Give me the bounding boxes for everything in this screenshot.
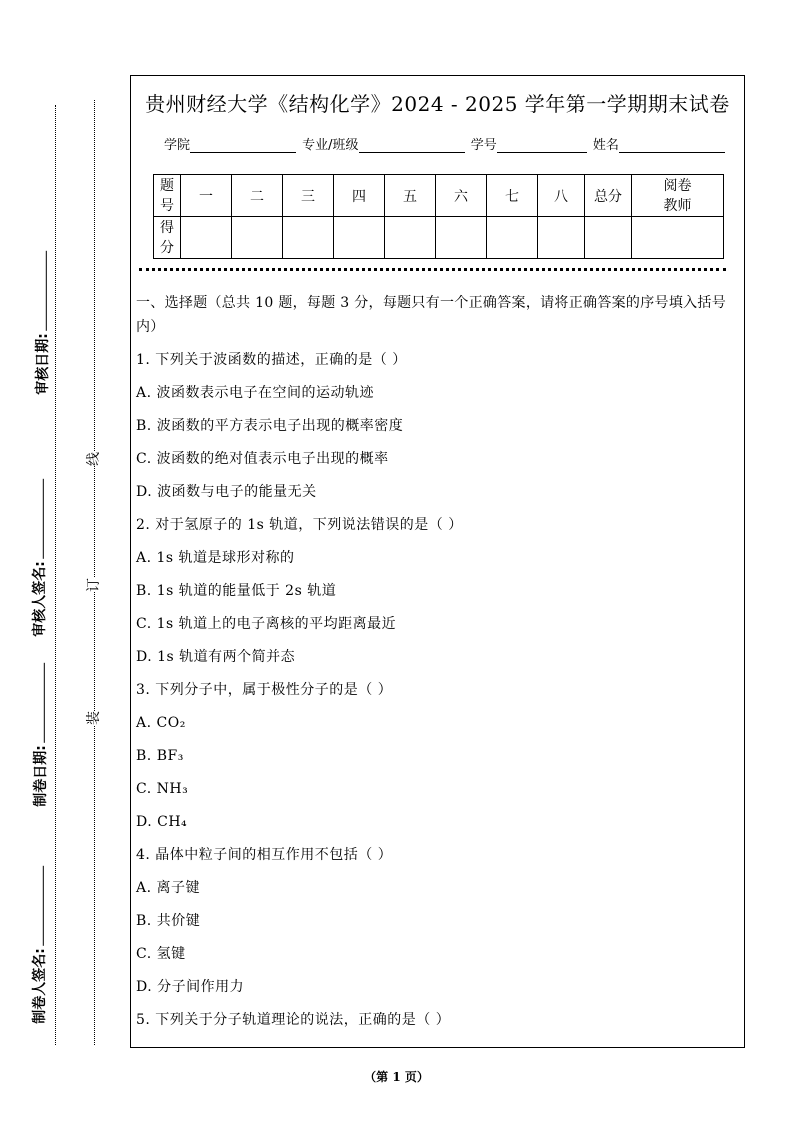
option-item: D. 波函数与电子的能量无关 (136, 484, 317, 500)
preparer-signature-label: 制卷人签名: (29, 866, 49, 1024)
score-cell[interactable] (632, 217, 724, 259)
review-date-blank[interactable] (46, 251, 47, 331)
score-header-cell: 总分 (585, 175, 632, 217)
score-cell[interactable] (334, 217, 385, 259)
option-item: A. 离子键 (136, 880, 201, 896)
page-number: （第 1 页） (364, 1070, 429, 1084)
question-stem: 1. 下列关于波函数的描述，正确的是（ ） (136, 352, 407, 368)
question-stem: 5. 下列关于分子轨道理论的说法，正确的是（ ） (136, 1012, 451, 1028)
option-item: B. 1s 轨道的能量低于 2s 轨道 (136, 583, 337, 599)
score-cell[interactable] (585, 217, 632, 259)
major-class-label: 专业/班级 (302, 138, 359, 153)
section-heading: 一、选择题（总共 10 题，每题 3 分，每题只有一个正确答案，请将正确答案的序号填入括号内） (136, 295, 727, 335)
score-header-cell: 题号 (154, 175, 181, 217)
exam-frame (130, 75, 745, 1048)
score-header-cell: 七 (487, 175, 538, 217)
binding-char-ding: 订 (81, 578, 105, 592)
exam-title: 贵州财经大学《结构化学》2024 - 2025 学年第一学期期末试卷 (145, 92, 730, 116)
reviewer-signature-label: 审核人签名: (29, 479, 49, 637)
score-header-cell: 二 (232, 175, 283, 217)
option-item: C. 氢键 (136, 946, 186, 962)
prep-date-blank[interactable] (44, 663, 45, 743)
score-row-label: 得分 (154, 217, 181, 259)
score-header-cell: 三 (283, 175, 334, 217)
option-item: B. 共价键 (136, 913, 201, 929)
major-class-field[interactable] (359, 139, 465, 153)
score-cell[interactable] (181, 217, 232, 259)
review-date-label: 审核日期: (32, 251, 52, 395)
option-item: C. 波函数的绝对值表示电子出现的概率 (136, 451, 389, 467)
college-field[interactable] (190, 139, 296, 153)
reviewer-signature-blank[interactable] (43, 479, 44, 559)
score-cell[interactable] (538, 217, 585, 259)
score-header-cell: 四 (334, 175, 385, 217)
option-item: A. CO₂ (136, 715, 186, 731)
option-item: B. 波函数的平方表示电子出现的概率密度 (136, 418, 404, 434)
score-header-cell: 八 (538, 175, 585, 217)
college-label: 学院 (164, 138, 191, 153)
option-item: D. 分子间作用力 (136, 979, 245, 995)
student-id-field[interactable] (497, 139, 587, 153)
preparer-signature-blank[interactable] (43, 866, 44, 946)
student-id-label: 学号 (470, 138, 497, 153)
option-item: D. CH₄ (136, 814, 188, 830)
question-stem: 3. 下列分子中，属于极性分子的是（ ） (136, 682, 393, 698)
binding-char-xian: 线 (81, 452, 105, 466)
score-table (153, 174, 724, 259)
score-cell[interactable] (232, 217, 283, 259)
score-cell[interactable] (283, 217, 334, 259)
binding-line-inner (94, 100, 95, 1045)
student-info-row (164, 134, 727, 153)
dotted-separator (139, 268, 726, 271)
name-label: 姓名 (592, 138, 619, 153)
option-item: A. 波函数表示电子在空间的运动轨迹 (136, 385, 375, 401)
score-header-cell: 六 (436, 175, 487, 217)
question-stem: 4. 晶体中粒子间的相互作用不包括（ ） (136, 847, 393, 863)
exam-content (136, 291, 730, 1037)
score-header-cell: 一 (181, 175, 232, 217)
option-item: C. NH₃ (136, 781, 189, 797)
option-item: C. 1s 轨道上的电子离核的平均距离最近 (136, 616, 397, 632)
score-cell[interactable] (385, 217, 436, 259)
score-header-cell: 五 (385, 175, 436, 217)
question-stem: 2. 对于氢原子的 1s 轨道，下列说法错误的是（ ） (136, 517, 463, 533)
binding-line-outer (55, 105, 56, 1045)
binding-char-zhuang: 装 (81, 711, 105, 725)
option-item: A. 1s 轨道是球形对称的 (136, 550, 295, 566)
option-item: B. BF₃ (136, 748, 184, 764)
score-header-cell: 阅卷教师 (632, 175, 724, 217)
score-cell[interactable] (487, 217, 538, 259)
name-field[interactable] (619, 139, 725, 153)
option-item: D. 1s 轨道有两个简并态 (136, 649, 296, 665)
prep-date-label: 制卷日期: (30, 663, 50, 807)
score-cell[interactable] (436, 217, 487, 259)
